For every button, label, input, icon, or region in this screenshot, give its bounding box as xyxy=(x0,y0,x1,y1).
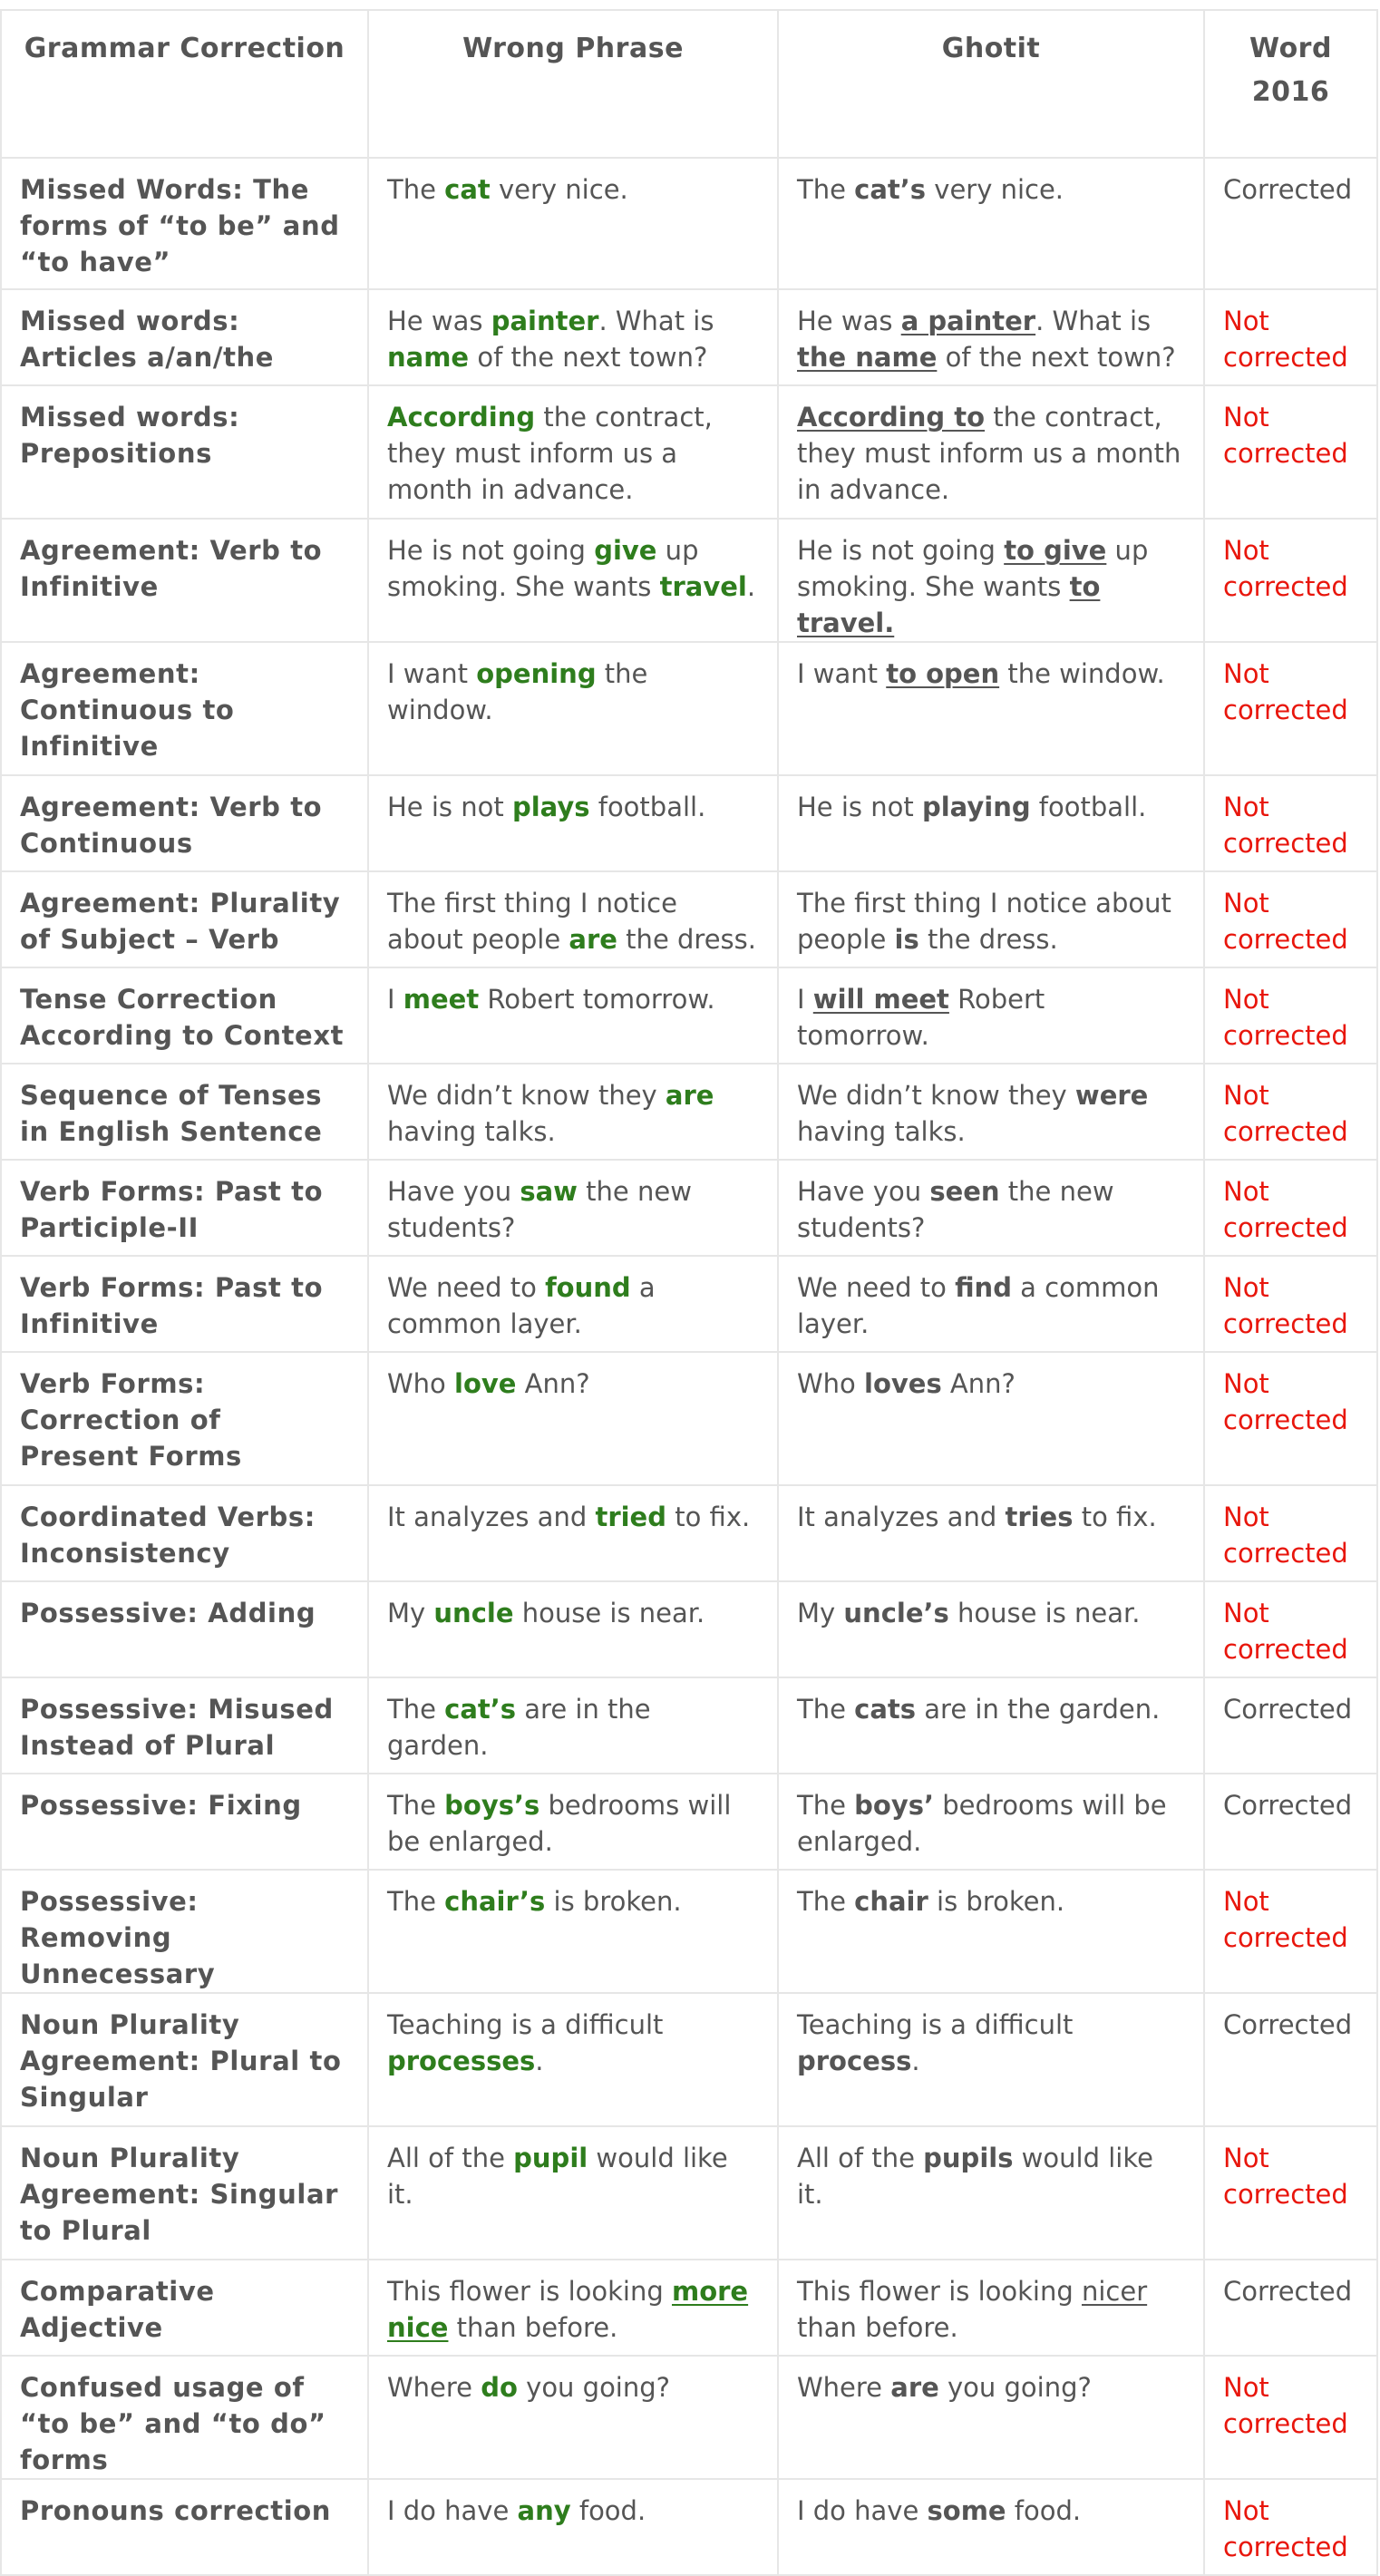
wrong-phrase-cell xyxy=(368,871,778,967)
phrase-text: The xyxy=(797,1886,855,1917)
word-2016-status: Corrected xyxy=(1204,158,1377,289)
error-highlight: cat’s xyxy=(444,1694,517,1725)
table-row xyxy=(1,1677,1377,1774)
category-cell: Verb Forms: Past to Participle-II xyxy=(1,1160,368,1256)
ghotit-cell xyxy=(778,2260,1204,2356)
correction-highlight: to give xyxy=(1004,535,1107,566)
wrong-phrase-cell xyxy=(368,1352,778,1485)
ghotit-cell xyxy=(778,519,1204,642)
wrong-phrase-cell xyxy=(368,1256,778,1352)
correction-highlight: pupils xyxy=(923,2143,1014,2173)
wrong-phrase-cell xyxy=(368,775,778,871)
ghotit-cell xyxy=(778,289,1204,385)
error-highlight: tried xyxy=(595,1502,666,1532)
category-cell: Missed words: Prepositions xyxy=(1,385,368,519)
ghotit-cell xyxy=(778,1870,1204,1993)
phrase-text: house is near. xyxy=(948,1598,1141,1628)
category-cell: Missed Words: The forms of “to be” and “to have” xyxy=(1,158,368,289)
phrase-text: This flower is looking xyxy=(797,2276,1082,2307)
word-2016-status: Not corrected xyxy=(1204,1256,1377,1352)
correction-highlight: will meet xyxy=(812,984,949,1015)
category-cell: Noun Plurality Agreement: Plural to Singular xyxy=(1,1993,368,2126)
correction-highlight: a painter xyxy=(900,306,1036,336)
word-2016-status: Not corrected xyxy=(1204,1352,1377,1485)
phrase-text: the contract, they must inform us a month in advance. xyxy=(797,402,1181,505)
wrong-phrase-cell xyxy=(368,2479,778,2575)
correction-highlight: uncle’s xyxy=(843,1598,949,1628)
header-row xyxy=(1,10,1377,158)
phrase-text: I want xyxy=(797,658,887,689)
phrase-text: Who xyxy=(797,1368,865,1399)
error-highlight: processes xyxy=(387,2046,536,2076)
phrase-text: food. xyxy=(1006,2495,1082,2526)
phrase-text: . What is xyxy=(598,306,714,336)
table-row xyxy=(1,2126,1377,2260)
phrase-text: The first thing I notice about people xyxy=(387,888,677,955)
grammar-comparison-table xyxy=(0,9,1378,2576)
phrase-text: to fix. xyxy=(666,1502,751,1532)
table-row xyxy=(1,967,1377,1064)
phrase-text: you going? xyxy=(517,2372,671,2403)
phrase-text: I want xyxy=(387,658,477,689)
phrase-text: the contract, they must inform us a month in advance. xyxy=(387,402,713,505)
phrase-text: of the next town? xyxy=(469,342,708,373)
phrase-text: is broken. xyxy=(545,1886,682,1917)
error-highlight: uncle xyxy=(433,1598,514,1628)
error-highlight: are xyxy=(569,924,617,955)
error-highlight: give xyxy=(594,535,657,566)
category-cell: Possessive: Removing Unnecessary xyxy=(1,1870,368,1993)
phrase-text: very nice. xyxy=(926,174,1064,205)
ghotit-cell xyxy=(778,2356,1204,2479)
ghotit-cell xyxy=(778,1160,1204,1256)
table-row xyxy=(1,1870,1377,1993)
error-highlight: more nice xyxy=(387,2276,749,2343)
phrase-text: than before. xyxy=(797,2312,958,2343)
phrase-text: a common layer. xyxy=(797,1272,1160,1339)
phrase-text: Robert tomorrow. xyxy=(797,984,1045,1051)
phrase-text: Robert tomorrow. xyxy=(479,984,715,1015)
error-highlight: According xyxy=(387,402,536,433)
ghotit-cell xyxy=(778,1064,1204,1160)
category-cell: Possessive: Misused Instead of Plural xyxy=(1,1677,368,1774)
category-cell: Verb Forms: Past to Infinitive xyxy=(1,1256,368,1352)
phrase-text: My xyxy=(797,1598,844,1628)
phrase-text: Teaching is a difficult xyxy=(387,2009,664,2040)
ghotit-cell xyxy=(778,2479,1204,2575)
wrong-phrase-cell xyxy=(368,1485,778,1581)
ghotit-cell xyxy=(778,1485,1204,1581)
phrase-text: He was xyxy=(387,306,491,336)
phrase-text: are in the garden. xyxy=(916,1694,1161,1725)
phrase-text: the dress. xyxy=(617,924,756,955)
correction-highlight: tries xyxy=(1005,1502,1074,1532)
word-2016-status: Not corrected xyxy=(1204,871,1377,967)
table-row xyxy=(1,1160,1377,1256)
phrase-text: Have you xyxy=(387,1176,520,1207)
category-cell: Comparative Adjective xyxy=(1,2260,368,2356)
wrong-phrase-cell xyxy=(368,642,778,775)
phrase-text: the new students? xyxy=(387,1176,692,1243)
word-2016-status: Not corrected xyxy=(1204,1064,1377,1160)
correction-highlight: cat’s xyxy=(854,174,927,205)
ghotit-cell xyxy=(778,1993,1204,2126)
ghotit-cell xyxy=(778,642,1204,775)
table-row xyxy=(1,158,1377,289)
phrase-text: having talks. xyxy=(797,1116,966,1147)
word-2016-status: Not corrected xyxy=(1204,2479,1377,2575)
phrase-text: The xyxy=(797,1790,855,1821)
category-cell: Noun Plurality Agreement: Singular to Plural xyxy=(1,2126,368,2260)
correction-highlight: the name xyxy=(797,342,938,373)
error-highlight: cat xyxy=(444,174,491,205)
correction-highlight: cats xyxy=(854,1694,917,1725)
correction-highlight: to open xyxy=(886,658,1000,689)
wrong-phrase-cell xyxy=(368,1774,778,1870)
phrase-text: It analyzes and xyxy=(387,1502,596,1532)
correction-highlight: were xyxy=(1074,1080,1149,1111)
word-2016-status: Corrected xyxy=(1204,2260,1377,2356)
ghotit-cell xyxy=(778,385,1204,519)
error-highlight: boys’s xyxy=(444,1790,540,1821)
phrase-text: We didn’t know they xyxy=(797,1080,1075,1111)
phrase-text: The xyxy=(387,1790,445,1821)
phrase-text: The xyxy=(387,174,445,205)
phrase-text: you going? xyxy=(938,2372,1092,2403)
correction-highlight: According to xyxy=(797,402,986,433)
category-cell: Pronouns correction xyxy=(1,2479,368,2575)
word-2016-status: Not corrected xyxy=(1204,1485,1377,1581)
wrong-phrase-cell xyxy=(368,519,778,642)
phrase-text: to fix. xyxy=(1073,1502,1157,1532)
phrase-text: up smoking. She wants xyxy=(387,535,699,602)
header-ghotit: Ghotit xyxy=(778,10,1204,158)
phrase-text: The xyxy=(797,174,855,205)
phrase-text: of the next town? xyxy=(937,342,1176,373)
phrase-text: He is not going xyxy=(797,535,1005,566)
phrase-text: He was xyxy=(797,306,901,336)
error-highlight: are xyxy=(665,1080,714,1111)
error-highlight: any xyxy=(517,2495,571,2526)
word-2016-status: Corrected xyxy=(1204,1774,1377,1870)
category-cell: Coordinated Verbs: Inconsistency xyxy=(1,1485,368,1581)
wrong-phrase-cell xyxy=(368,385,778,519)
table-row xyxy=(1,1485,1377,1581)
phrase-text: He is not xyxy=(387,792,512,822)
error-highlight: love xyxy=(454,1368,517,1399)
word-2016-status: Not corrected xyxy=(1204,967,1377,1064)
ghotit-cell xyxy=(778,1352,1204,1485)
wrong-phrase-cell xyxy=(368,158,778,289)
category-cell: Sequence of Tenses in English Sentence xyxy=(1,1064,368,1160)
table-row xyxy=(1,2260,1377,2356)
correction-highlight: chair xyxy=(854,1886,928,1917)
phrase-text: bedrooms will be enlarged. xyxy=(797,1790,1167,1857)
word-2016-status: Not corrected xyxy=(1204,519,1377,642)
phrase-text: It analyzes and xyxy=(797,1502,1006,1532)
phrase-text: He is not going xyxy=(387,535,595,566)
correction-highlight: find xyxy=(955,1272,1012,1303)
word-2016-status: Not corrected xyxy=(1204,775,1377,871)
wrong-phrase-cell xyxy=(368,289,778,385)
table-body xyxy=(1,158,1377,2575)
table-row xyxy=(1,1581,1377,1677)
correction-highlight: are xyxy=(890,2372,939,2403)
phrase-text: would like it. xyxy=(797,2143,1153,2210)
wrong-phrase-cell xyxy=(368,1993,778,2126)
phrase-text: nicer xyxy=(1081,2276,1148,2307)
word-2016-status: Not corrected xyxy=(1204,2126,1377,2260)
word-2016-status: Not corrected xyxy=(1204,642,1377,775)
phrase-text: house is near. xyxy=(513,1598,705,1628)
phrase-text: Who xyxy=(387,1368,455,1399)
ghotit-cell xyxy=(778,1581,1204,1677)
word-2016-status: Not corrected xyxy=(1204,385,1377,519)
phrase-text: All of the xyxy=(797,2143,924,2173)
wrong-phrase-cell xyxy=(368,1677,778,1774)
table-row xyxy=(1,519,1377,642)
phrase-text: . What is xyxy=(1035,306,1152,336)
phrase-text: the window. xyxy=(999,658,1165,689)
phrase-text: football. xyxy=(1030,792,1147,822)
ghotit-cell xyxy=(778,1774,1204,1870)
table-row xyxy=(1,642,1377,775)
category-cell: Missed words: Articles a/an/the xyxy=(1,289,368,385)
wrong-phrase-cell xyxy=(368,1160,778,1256)
phrase-text: Where xyxy=(387,2372,481,2403)
phrase-text: We need to xyxy=(797,1272,956,1303)
error-highlight: opening xyxy=(476,658,597,689)
phrase-text: I xyxy=(387,984,403,1015)
wrong-phrase-cell xyxy=(368,2126,778,2260)
wrong-phrase-cell xyxy=(368,2260,778,2356)
phrase-text: I do have xyxy=(387,2495,518,2526)
table-row xyxy=(1,2356,1377,2479)
phrase-text: I do have xyxy=(797,2495,928,2526)
phrase-text: food. xyxy=(570,2495,646,2526)
phrase-text: are in the garden. xyxy=(387,1694,651,1761)
ghotit-cell xyxy=(778,158,1204,289)
table-row xyxy=(1,1256,1377,1352)
table-row xyxy=(1,1774,1377,1870)
phrase-text: . xyxy=(535,2046,544,2076)
phrase-text: We didn’t know they xyxy=(387,1080,666,1111)
phrase-text: We need to xyxy=(387,1272,546,1303)
phrase-text: . xyxy=(746,571,756,602)
phrase-text: bedrooms will be enlarged. xyxy=(387,1790,732,1857)
error-highlight: saw xyxy=(520,1176,578,1207)
wrong-phrase-cell xyxy=(368,1870,778,1993)
wrong-phrase-cell xyxy=(368,2356,778,2479)
phrase-text: Ann? xyxy=(516,1368,590,1399)
correction-highlight: seen xyxy=(929,1176,1000,1207)
header-grammar-correction: Grammar Correction xyxy=(1,10,368,158)
category-cell: Agreement: Continuous to Infinitive xyxy=(1,642,368,775)
phrase-text: would like it. xyxy=(387,2143,728,2210)
phrase-text: a common layer. xyxy=(387,1272,656,1339)
correction-highlight: is xyxy=(894,924,919,955)
word-2016-status: Corrected xyxy=(1204,1993,1377,2126)
ghotit-cell xyxy=(778,871,1204,967)
correction-highlight: some xyxy=(927,2495,1006,2526)
phrase-text: The xyxy=(387,1694,445,1725)
phrase-text: The first thing I notice about people xyxy=(797,888,1171,955)
table-row xyxy=(1,2479,1377,2575)
phrase-text: the new students? xyxy=(797,1176,1114,1243)
category-cell: Verb Forms: Correction of Present Forms xyxy=(1,1352,368,1485)
category-cell: Confused usage of “to be” and “to do” forms xyxy=(1,2356,368,2479)
ghotit-cell xyxy=(778,1256,1204,1352)
ghotit-cell xyxy=(778,2126,1204,2260)
header-word-2016: Word 2016 xyxy=(1204,10,1377,158)
ghotit-cell xyxy=(778,967,1204,1064)
error-highlight: pupil xyxy=(513,2143,588,2173)
phrase-text: the dress. xyxy=(918,924,1058,955)
phrase-text: is broken. xyxy=(928,1886,1065,1917)
word-2016-status: Not corrected xyxy=(1204,1160,1377,1256)
phrase-text: up smoking. She wants xyxy=(797,535,1149,602)
word-2016-status: Not corrected xyxy=(1204,289,1377,385)
phrase-text: This flower is looking xyxy=(387,2276,672,2307)
category-cell: Possessive: Adding xyxy=(1,1581,368,1677)
word-2016-status: Not corrected xyxy=(1204,1581,1377,1677)
phrase-text: All of the xyxy=(387,2143,514,2173)
correction-highlight: process xyxy=(797,2046,912,2076)
word-2016-status: Corrected xyxy=(1204,1677,1377,1774)
ghotit-cell xyxy=(778,1677,1204,1774)
correction-highlight: playing xyxy=(921,792,1031,822)
category-cell: Agreement: Plurality of Subject – Verb xyxy=(1,871,368,967)
category-cell: Tense Correction According to Context xyxy=(1,967,368,1064)
correction-highlight: boys’ xyxy=(854,1790,935,1821)
error-highlight: name xyxy=(387,342,470,373)
phrase-text: I xyxy=(797,984,813,1015)
phrase-text: than before. xyxy=(448,2312,618,2343)
phrase-text: Teaching is a difficult xyxy=(797,2009,1074,2040)
header-wrong-phrase: Wrong Phrase xyxy=(368,10,778,158)
error-highlight: do xyxy=(481,2372,518,2403)
phrase-text: having talks. xyxy=(387,1116,556,1147)
phrase-text: very nice. xyxy=(490,174,628,205)
phrase-text: My xyxy=(387,1598,434,1628)
error-highlight: chair’s xyxy=(444,1886,546,1917)
correction-highlight: to travel. xyxy=(797,571,1101,638)
table-row xyxy=(1,871,1377,967)
table-row xyxy=(1,289,1377,385)
phrase-text: He is not xyxy=(797,792,922,822)
error-highlight: painter xyxy=(491,306,599,336)
phrase-text: football. xyxy=(589,792,706,822)
wrong-phrase-cell xyxy=(368,1581,778,1677)
phrase-text: the window. xyxy=(387,658,648,725)
category-cell: Possessive: Fixing xyxy=(1,1774,368,1870)
table-row xyxy=(1,1352,1377,1485)
phrase-text: Have you xyxy=(797,1176,930,1207)
phrase-text: The xyxy=(797,1694,855,1725)
ghotit-cell xyxy=(778,775,1204,871)
phrase-text: The xyxy=(387,1886,445,1917)
error-highlight: plays xyxy=(511,792,590,822)
phrase-text: Ann? xyxy=(941,1368,1016,1399)
table-row xyxy=(1,1064,1377,1160)
category-cell: Agreement: Verb to Continuous xyxy=(1,775,368,871)
error-highlight: travel xyxy=(659,571,747,602)
table-row xyxy=(1,775,1377,871)
error-highlight: meet xyxy=(403,984,480,1015)
phrase-text: . xyxy=(911,2046,920,2076)
wrong-phrase-cell xyxy=(368,967,778,1064)
word-2016-status: Not corrected xyxy=(1204,1870,1377,1993)
table-row xyxy=(1,1993,1377,2126)
phrase-text: Where xyxy=(797,2372,891,2403)
correction-highlight: loves xyxy=(864,1368,942,1399)
table-row xyxy=(1,385,1377,519)
category-cell: Agreement: Verb to Infinitive xyxy=(1,519,368,642)
word-2016-status: Not corrected xyxy=(1204,2356,1377,2479)
error-highlight: found xyxy=(545,1272,631,1303)
wrong-phrase-cell xyxy=(368,1064,778,1160)
